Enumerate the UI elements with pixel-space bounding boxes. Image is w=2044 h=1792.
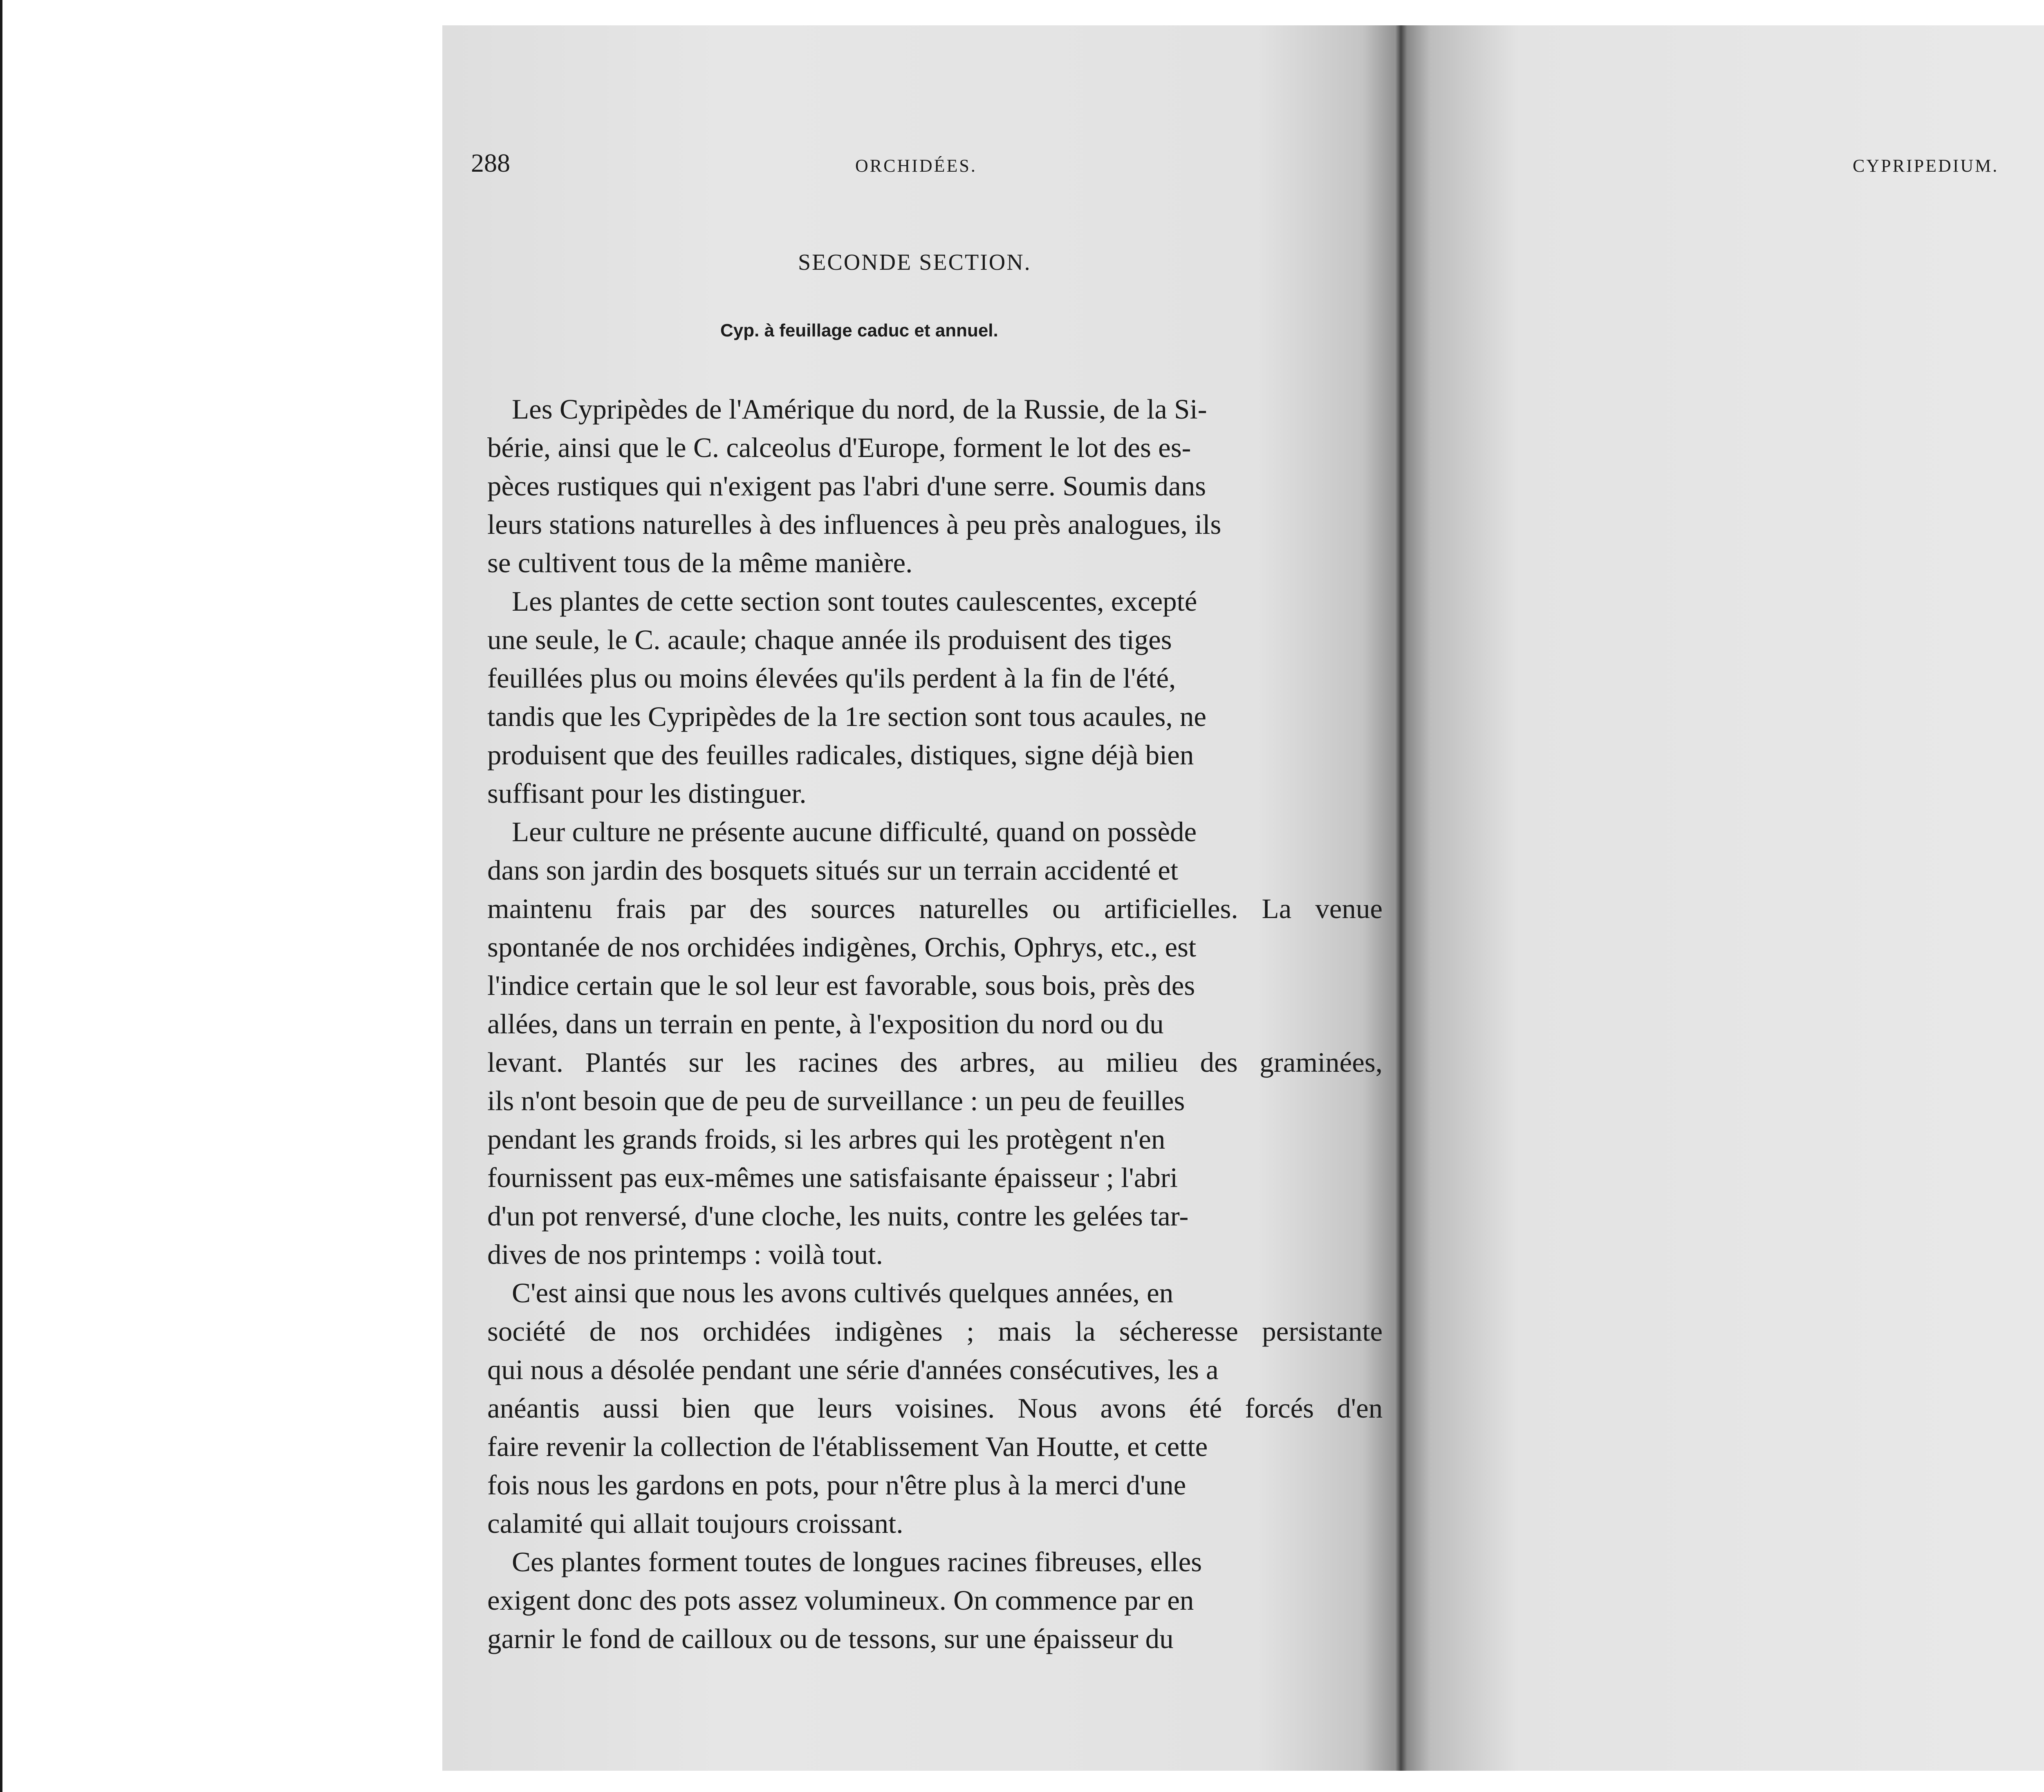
left-running-head: ORCHIDÉES. (855, 156, 977, 176)
book-gutter (1395, 25, 1407, 1771)
text-line: faire revenir la collection de l'établissement Van Houtte, et cette (487, 1431, 1208, 1462)
text-line: Ces plantes forment toutes de longues racines fibreuses, elles (512, 1546, 1202, 1577)
text-line: allées, dans un terrain en pente, à l'exposition du nord ou du (487, 1008, 1164, 1039)
text-line: Les Cypripèdes de l'Amérique du nord, de la Russie, de la Si- (512, 394, 1207, 425)
text-line: d'un pot renversé, d'une cloche, les nuits, contre les gelées tar- (487, 1201, 1189, 1232)
right-running-head: CYPRIPEDIUM. (1853, 156, 1999, 176)
text-line: exigent donc des pots assez volumineux. On commence par en (487, 1585, 1194, 1616)
text-line: maintenu frais par des sources naturelles ou artificielles. La venue (487, 893, 1383, 924)
text-line: pèces rustiques qui n'exigent pas l'abri d'une serre. Soumis dans (487, 470, 1206, 502)
viewer-edge (0, 0, 2, 1792)
section-title: SECONDE SECTION. (798, 250, 1031, 275)
text-line: Les plantes de cette section sont toutes caulescentes, excepté (512, 586, 1197, 617)
text-line: qui nous a désolée pendant une série d'années consécutives, les a (487, 1354, 1219, 1385)
text-line: feuillées plus ou moins élevées qu'ils perdent à la fin de l'été, (487, 663, 1176, 694)
text-line: suffisant pour les distinguer. (487, 778, 807, 809)
text-line: bérie, ainsi que le C. calceolus d'Europe, forment le lot des es- (487, 432, 1191, 463)
left-page-number: 288 (471, 148, 510, 177)
text-line: l'indice certain que le sol leur est favorable, sous bois, près des (487, 970, 1195, 1001)
text-line: dans son jardin des bosquets situés sur un terrain accidenté et (487, 855, 1179, 886)
text-line: produisent que des feuilles radicales, distiques, signe déjà bien (487, 739, 1194, 771)
text-line: anéantis aussi bien que leurs voisines. Nous avons été forcés d'en (487, 1393, 1383, 1424)
left-page (442, 25, 1401, 1771)
text-line: tandis que les Cypripèdes de la 1re section sont tous acaules, ne (487, 701, 1207, 732)
right-page (1401, 25, 2044, 1771)
text-line: spontanée de nos orchidées indigènes, Orchis, Ophrys, etc., est (487, 932, 1197, 963)
text-line: pendant les grands froids, si les arbres qui les protègent n'en (487, 1124, 1165, 1155)
text-line: leurs stations naturelles à des influences à peu près analogues, ils (487, 509, 1221, 540)
text-line: ils n'ont besoin que de peu de surveillance : un peu de feuilles (487, 1085, 1185, 1116)
text-line: fournissent pas eux-mêmes une satisfaisante épaisseur ; l'abri (487, 1162, 1178, 1193)
text-line: fois nous les gardons en pots, pour n'être plus à la merci d'une (487, 1469, 1186, 1501)
text-line: levant. Plantés sur les racines des arbres, au milieu des graminées, (487, 1047, 1383, 1078)
text-line: C'est ainsi que nous les avons cultivés quelques années, en (512, 1277, 1174, 1308)
section-subtitle: Cyp. à feuillage caduc et annuel. (720, 320, 998, 340)
book-spread (442, 25, 2044, 1771)
text-line: calamité qui allait toujours croissant. (487, 1508, 903, 1539)
text-line: se cultivent tous de la même manière. (487, 547, 913, 578)
text-line: société de nos orchidées indigènes ; mais la sécheresse persistante (487, 1316, 1383, 1347)
text-line: une seule, le C. acaule; chaque année ils produisent des tiges (487, 624, 1172, 655)
text-line: Leur culture ne présente aucune difficulté, quand on possède (512, 816, 1197, 847)
text-line: garnir le fond de cailloux ou de tessons, sur une épaisseur du (487, 1623, 1174, 1654)
text-line: dives de nos printemps : voilà tout. (487, 1239, 883, 1270)
